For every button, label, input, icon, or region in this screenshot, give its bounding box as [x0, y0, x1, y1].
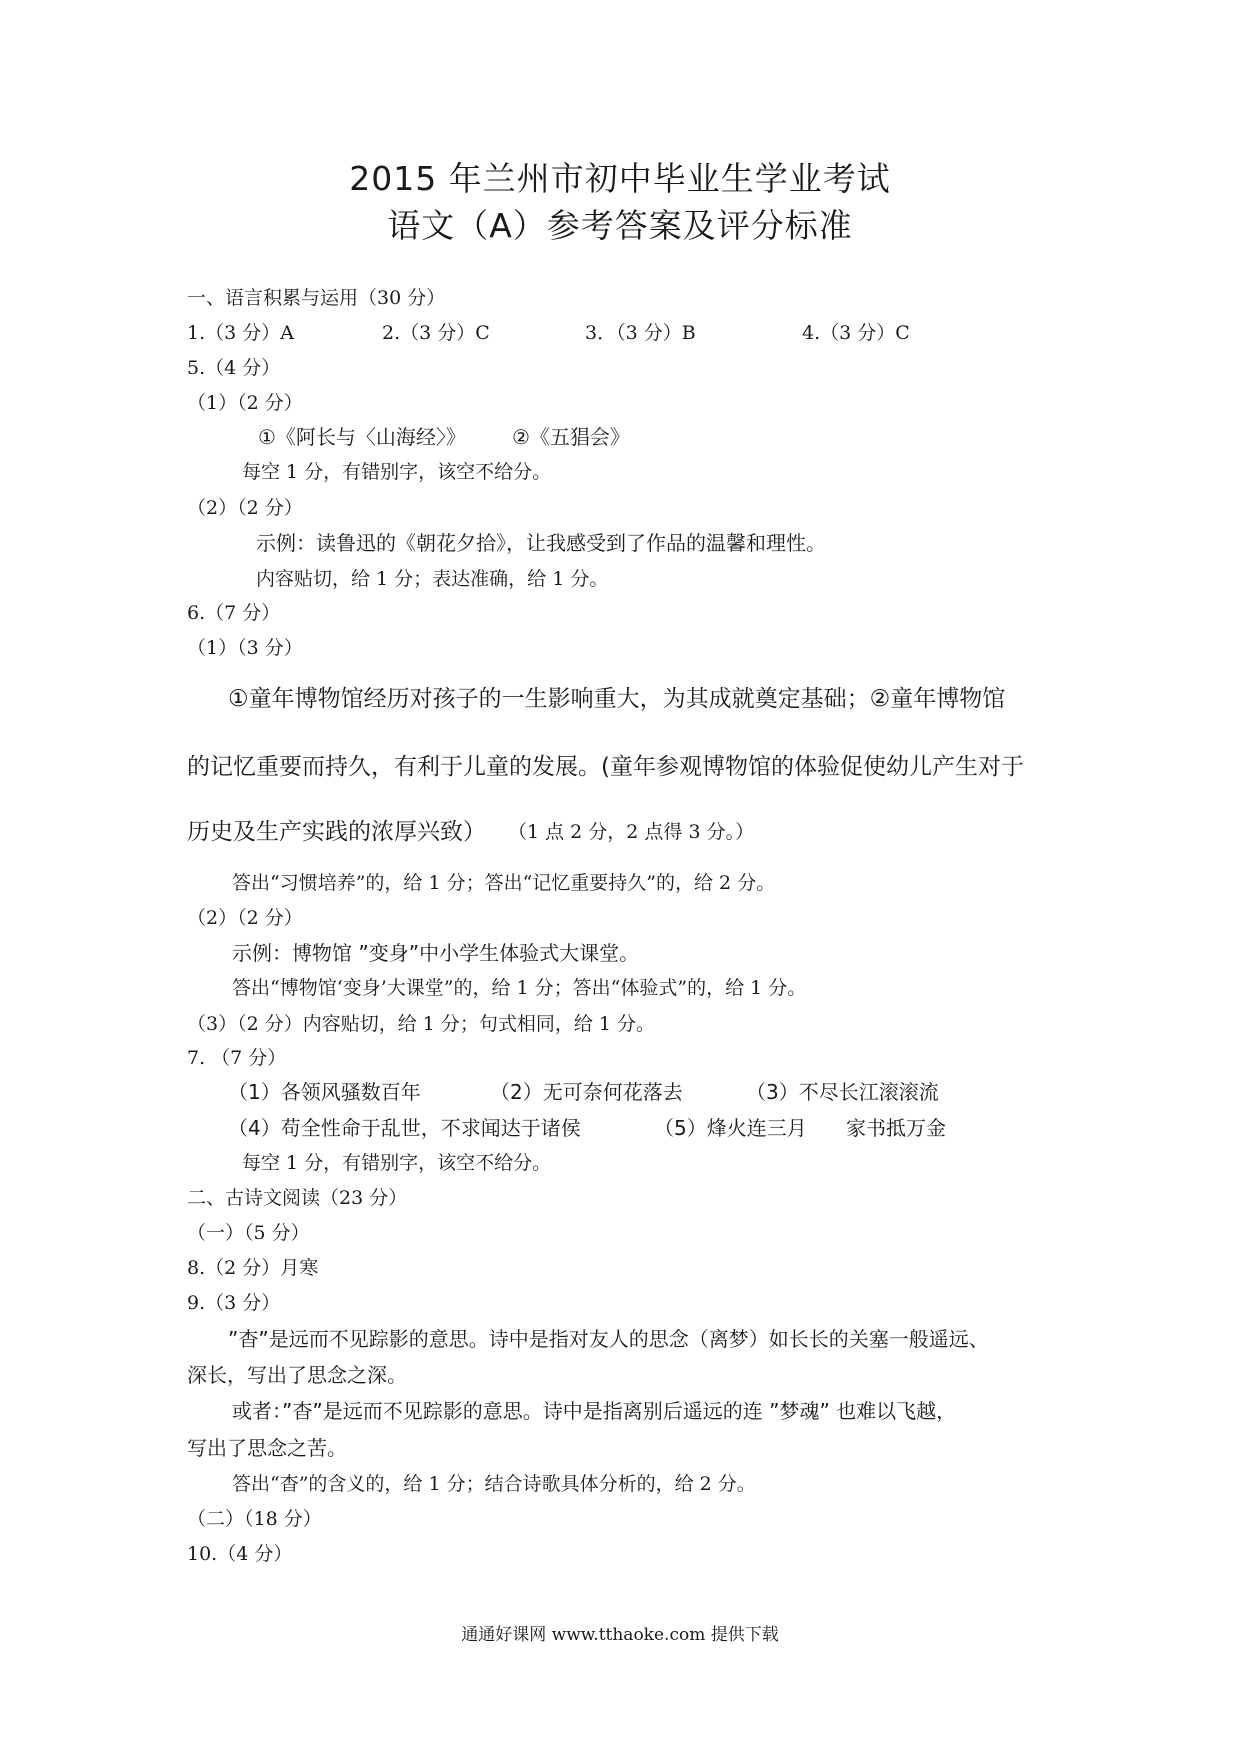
q5-part2-note: 内容贴切，给 1 分；表达准确，给 1 分。	[256, 568, 609, 590]
q6-part2-note: 答出“博物馆‘变身’大课堂”的，给 1 分；答出“体验式”的，给 1 分。	[232, 977, 807, 999]
q9-heading: 9.（3 分）	[187, 1292, 281, 1314]
q6-part1-note: 答出“习惯培养”的，给 1 分；答出“记忆重要持久”的，给 2 分。	[232, 872, 776, 894]
q7-answer-1: （1）各领风骚数百年	[228, 1080, 421, 1104]
q9-answer-line2: 深长，写出了思念之深。	[187, 1363, 407, 1387]
q6-part2-example: 示例：博物馆 ”变身”中小学生体验式大课堂。	[232, 941, 640, 965]
part-1-heading: （一）（5 分）	[187, 1222, 310, 1244]
q9-note: 答出“杳”的含义的，给 1 分；结合诗歌具体分析的，给 2 分。	[232, 1473, 756, 1495]
section-2-heading: 二、古诗文阅读（23 分）	[187, 1187, 408, 1209]
q10-heading: 10.（4 分）	[187, 1543, 293, 1565]
q6-part1-answer-line2: 的记忆重要而持久，有利于儿童的发展。(童年参观博物馆的体验促使幼儿产生对于	[187, 754, 1024, 780]
answer-q1: 1.（3 分）A	[187, 322, 294, 344]
q6-heading: 6.（7 分）	[187, 602, 281, 624]
q5-answer-b: ②《五猖会》	[512, 425, 630, 449]
document-title: 2015 年兰州市初中毕业生学业考试	[349, 159, 891, 198]
q7-answer-2: （2）无可奈何花落去	[490, 1080, 683, 1104]
page-footer: 通通好课网 www.tthaoke.com 提供下载	[461, 1625, 779, 1645]
q7-answer-5a: （5）烽火连三月	[654, 1116, 807, 1140]
q9-alt-answer-line1: 或者：”杳”是远而不见踪影的意思。诗中是指离别后遥远的连 ”梦魂” 也难以飞越，	[232, 1399, 957, 1423]
q9-alt-answer-line2: 写出了思念之苦。	[187, 1436, 347, 1460]
q7-note: 每空 1 分，有错别字，该空不给分。	[242, 1152, 552, 1174]
q9-answer-line1: ”杳”是远而不见踪影的意思。诗中是指对友人的思念（离梦）如长长的关塞一般遥远、	[228, 1327, 989, 1351]
q6-part1-answer-line3: 历史及生产实践的浓厚兴致）	[187, 819, 486, 845]
q6-part1-scoring: （1 点 2 分，2 点得 3 分。）	[508, 821, 755, 843]
q6-part3: （3）（2 分）内容贴切，给 1 分；句式相同，给 1 分。	[187, 1013, 656, 1035]
part-2-heading: （二）（18 分）	[187, 1508, 322, 1530]
answer-q3: 3．（3 分）B	[585, 322, 696, 344]
section-1-heading: 一、语言积累与运用（30 分）	[187, 287, 446, 309]
q6-part1-answer-line1: ①童年博物馆经历对孩子的一生影响重大，为其成就奠定基础；②童年博物馆	[228, 686, 1006, 712]
q5-heading: 5.（4 分）	[187, 357, 281, 379]
q7-answer-5b: 家书抵万金	[846, 1116, 946, 1140]
q5-answer-a: ①《阿长与〈山海经〉》	[258, 425, 466, 449]
q6-part1-heading: （1）（3 分）	[187, 637, 303, 659]
answer-q4: 4.（3 分）C	[802, 322, 910, 344]
q7-answer-4: （4）苟全性命于乱世，不求闻达于诸侯	[228, 1116, 581, 1140]
document-subtitle: 语文（A）参考答案及评分标准	[387, 206, 853, 245]
q5-part2-example: 示例：读鲁迅的《朝花夕拾》，让我感受到了作品的温馨和理性。	[256, 531, 826, 555]
answer-q2: 2.（3 分）C	[382, 322, 490, 344]
q5-part2-heading: （2）（2 分）	[187, 497, 303, 519]
answer-q8: 8.（2 分）月寒	[187, 1257, 319, 1279]
q5-part1-heading: （1）（2 分）	[187, 392, 303, 414]
q7-answer-3: （3）不尽长江滚滚流	[746, 1080, 939, 1104]
q6-part2-heading: （2）（2 分）	[187, 907, 303, 929]
q7-heading: 7. （7 分）	[187, 1047, 287, 1069]
q5-part1-note: 每空 1 分，有错别字，该空不给分。	[242, 461, 552, 483]
